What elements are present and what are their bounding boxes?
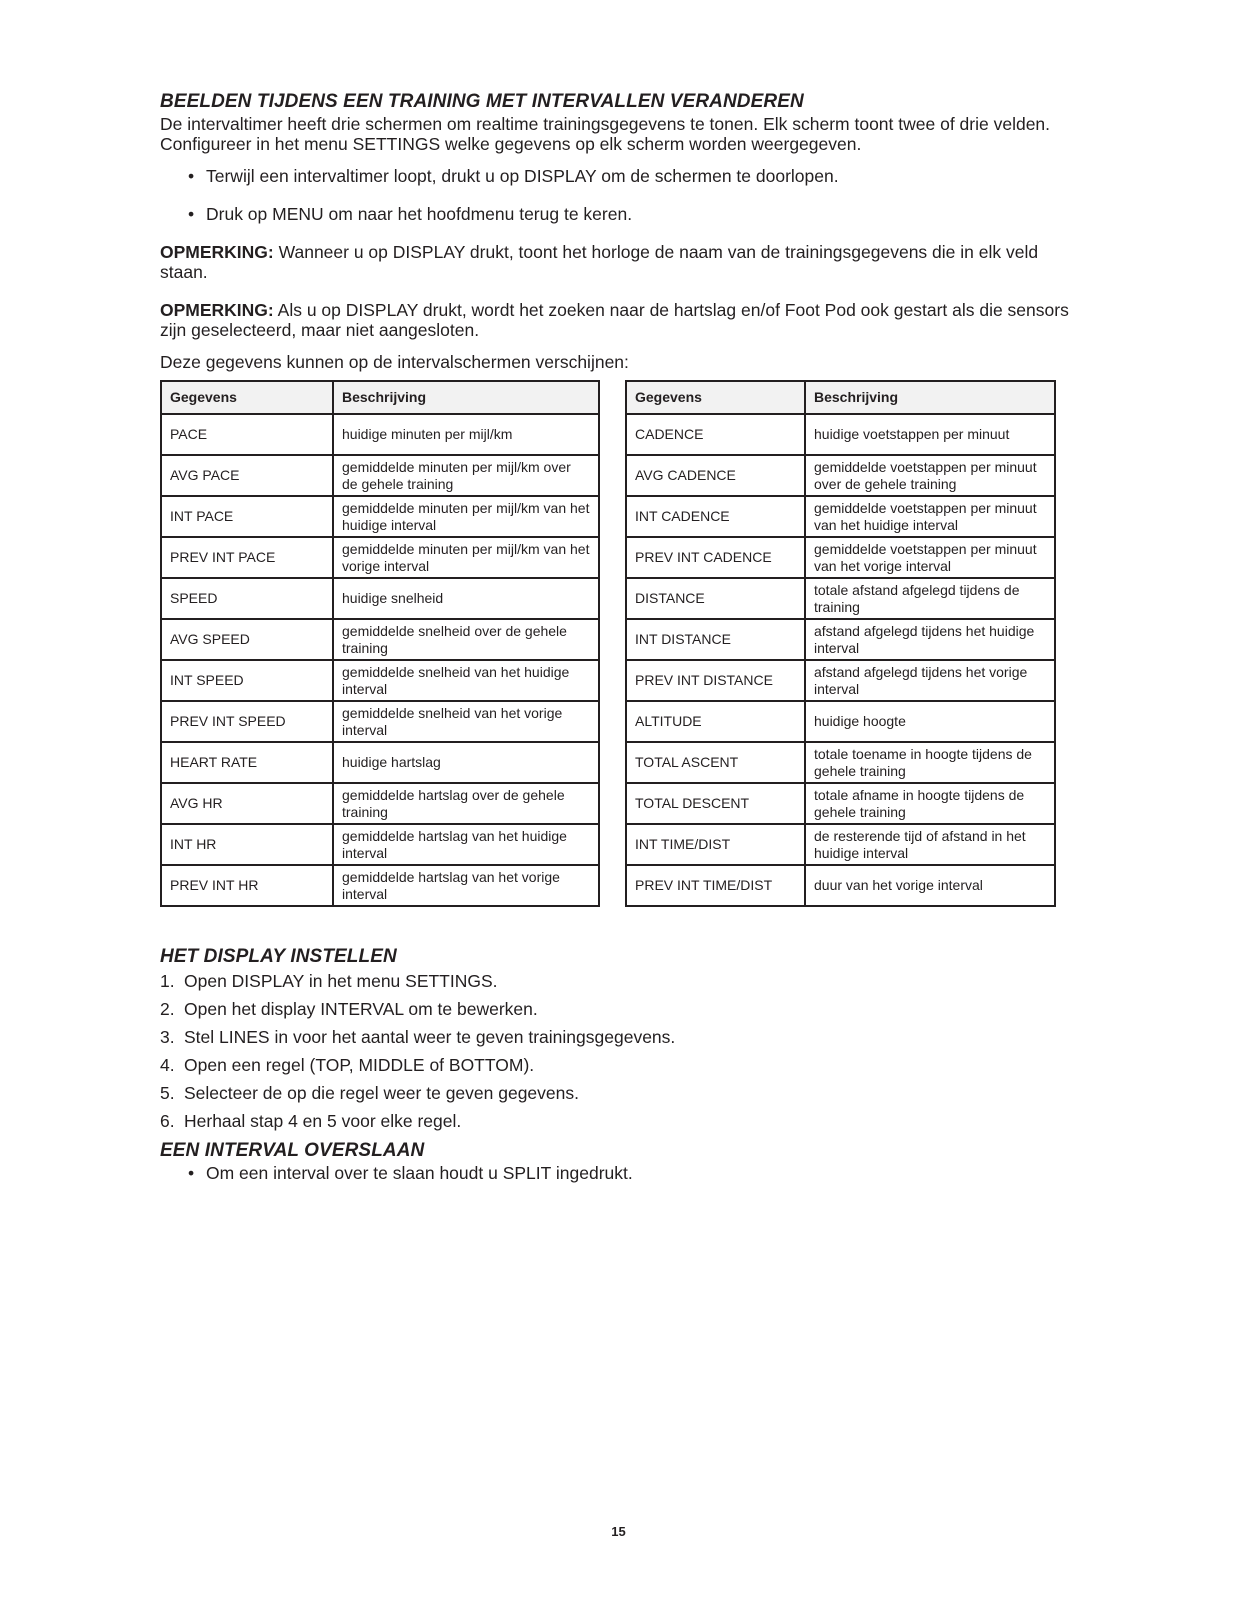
field-description: huidige hartslag [333, 742, 599, 783]
bullet-list-skip [160, 1163, 1075, 1183]
field-description: totale afname in hoogte tijdens de gehele training [805, 783, 1055, 824]
step-text: Selecteer de op die regel weer te geven gegevens. [184, 1083, 579, 1103]
table-row [161, 537, 599, 578]
step-item [160, 971, 1075, 991]
field-description: gemiddelde voetstappen per minuut over de gehele training [805, 455, 1055, 496]
table-row [161, 824, 599, 865]
bullet-text: Druk op MENU om naar het hoofdmenu terug te keren. [206, 204, 633, 224]
field-description: de resterende tijd of afstand in het huidige interval [805, 824, 1055, 865]
table-row [626, 783, 1055, 824]
field-description: gemiddelde hartslag over de gehele training [333, 783, 599, 824]
step-number: 5. [160, 1083, 175, 1103]
step-text: Open DISPLAY in het menu SETTINGS. [184, 971, 498, 991]
bullet-item [188, 166, 1075, 186]
page-number: 15 [611, 1524, 626, 1539]
step-number: 3. [160, 1027, 175, 1047]
data-fields-tables [160, 380, 1075, 925]
table-row [626, 742, 1055, 783]
bullet-icon: • [188, 1163, 195, 1183]
bullet-text: Terwijl een intervaltimer loopt, drukt u op DISPLAY om de schermen te doorlopen. [206, 166, 839, 186]
field-description: totale afstand afgelegd tijdens de training [805, 578, 1055, 619]
section-heading-change-screens: BEELDEN TIJDENS EEN TRAINING MET INTERVALLEN VERANDEREN [160, 91, 804, 112]
table-row [161, 496, 599, 537]
field-description: huidige voetstappen per minuut [805, 414, 1055, 455]
field-description: gemiddelde minuten per mijl/km van het vorige interval [333, 537, 599, 578]
step-item [160, 999, 1075, 1019]
table-row [161, 660, 599, 701]
step-item [160, 1083, 1075, 1103]
note-paragraph-2 [160, 300, 1075, 340]
field-description: afstand afgelegd tijdens het huidige interval [805, 619, 1055, 660]
table-row [161, 865, 599, 906]
step-item [160, 1111, 1075, 1131]
step-number: 4. [160, 1055, 175, 1075]
note-text: Als u op DISPLAY drukt, wordt het zoeken naar de hartslag en/of Foot Pod ook gestart als die sensors zijn geselecteerd, maar niet aangesloten. [160, 300, 1069, 340]
table-row [161, 578, 599, 619]
note-label: OPMERKING: [160, 300, 274, 320]
step-number: 6. [160, 1111, 175, 1131]
table-row [626, 701, 1055, 742]
field-description: duur van het vorige interval [805, 865, 1055, 906]
field-name: AVG CADENCE [626, 455, 805, 496]
table-row [626, 824, 1055, 865]
section-heading-skip-interval: EEN INTERVAL OVERSLAAN [160, 1140, 425, 1161]
field-description: totale toename in hoogte tijdens de gehele training [805, 742, 1055, 783]
field-name: DISTANCE [626, 578, 805, 619]
table-header-row [161, 381, 599, 414]
field-description: gemiddelde voetstappen per minuut van het huidige interval [805, 496, 1055, 537]
field-name: PREV INT SPEED [161, 701, 333, 742]
bullet-list-display [160, 166, 1075, 224]
field-name: INT CADENCE [626, 496, 805, 537]
bullet-text: Om een interval over te slaan houdt u SPLIT ingedrukt. [206, 1163, 633, 1183]
field-name: PREV INT HR [161, 865, 333, 906]
field-name: SPEED [161, 578, 333, 619]
note-label: OPMERKING: [160, 242, 274, 262]
field-name: INT PACE [161, 496, 333, 537]
step-item [160, 1055, 1075, 1075]
field-name: PREV INT DISTANCE [626, 660, 805, 701]
step-text: Herhaal stap 4 en 5 voor elke regel. [184, 1111, 462, 1131]
table-row [161, 783, 599, 824]
field-description: gemiddelde snelheid van het huidige interval [333, 660, 599, 701]
field-name: PACE [161, 414, 333, 455]
field-name: CADENCE [626, 414, 805, 455]
field-name: PREV INT CADENCE [626, 537, 805, 578]
field-name: ALTITUDE [626, 701, 805, 742]
tables-lead-text: Deze gegevens kunnen op de intervalschermen verschijnen: [160, 352, 629, 372]
field-name: AVG HR [161, 783, 333, 824]
field-description: gemiddelde hartslag van het huidige interval [333, 824, 599, 865]
field-description: huidige snelheid [333, 578, 599, 619]
table-row [626, 455, 1055, 496]
table-row [626, 660, 1055, 701]
field-name: AVG PACE [161, 455, 333, 496]
field-name: AVG SPEED [161, 619, 333, 660]
step-text: Open het display INTERVAL om te bewerken. [184, 999, 538, 1019]
field-name: INT TIME/DIST [626, 824, 805, 865]
field-description: huidige minuten per mijl/km [333, 414, 599, 455]
column-header: Beschrijving [805, 381, 1055, 414]
section-heading-display-setup: HET DISPLAY INSTELLEN [160, 946, 397, 967]
field-name: TOTAL DESCENT [626, 783, 805, 824]
note-paragraph-1 [160, 242, 1075, 282]
step-item [160, 1027, 1075, 1047]
field-description: gemiddelde minuten per mijl/km van het huidige interval [333, 496, 599, 537]
field-description: gemiddelde voetstappen per minuut van het vorige interval [805, 537, 1055, 578]
column-header: Gegevens [161, 381, 333, 414]
table-row [161, 414, 599, 455]
bullet-icon: • [188, 204, 195, 224]
field-description: gemiddelde hartslag van het vorige interval [333, 865, 599, 906]
note-text: Wanneer u op DISPLAY drukt, toont het horloge de naam van de trainingsgegevens die in elk veld staan. [160, 242, 1039, 282]
column-header: Beschrijving [333, 381, 599, 414]
table-row [161, 619, 599, 660]
field-name: INT HR [161, 824, 333, 865]
field-name: INT DISTANCE [626, 619, 805, 660]
field-description: afstand afgelegd tijdens het vorige interval [805, 660, 1055, 701]
table-row [626, 496, 1055, 537]
data-fields-table-right [625, 380, 1056, 907]
table-row [626, 578, 1055, 619]
table-row [161, 742, 599, 783]
table-row [626, 537, 1055, 578]
bullet-item [188, 1163, 1075, 1183]
data-fields-table-left [160, 380, 600, 907]
step-number: 2. [160, 999, 175, 1019]
steps-list [160, 971, 1075, 1131]
document-page [160, 90, 1075, 1183]
bullet-icon: • [188, 166, 195, 186]
step-text: Stel LINES in voor het aantal weer te geven trainingsgegevens. [184, 1027, 676, 1047]
intro-paragraph: De intervaltimer heeft drie schermen om realtime trainingsgegevens te tonen. Elk scherm toont twee of drie velden. Configureer in het menu SETTINGS welke gegevens op elk scherm worden weergegeven. [160, 114, 1051, 154]
field-name: TOTAL ASCENT [626, 742, 805, 783]
table-row [161, 455, 599, 496]
bullet-item [188, 204, 1075, 224]
step-number: 1. [160, 971, 175, 991]
field-name: PREV INT TIME/DIST [626, 865, 805, 906]
field-name: INT SPEED [161, 660, 333, 701]
table-row [161, 701, 599, 742]
step-text: Open een regel (TOP, MIDDLE of BOTTOM). [184, 1055, 535, 1075]
field-description: gemiddelde minuten per mijl/km over de gehele training [333, 455, 599, 496]
field-name: PREV INT PACE [161, 537, 333, 578]
table-row [626, 414, 1055, 455]
column-header: Gegevens [626, 381, 805, 414]
field-description: gemiddelde snelheid over de gehele training [333, 619, 599, 660]
table-row [626, 865, 1055, 906]
field-name: HEART RATE [161, 742, 333, 783]
field-description: huidige hoogte [805, 701, 1055, 742]
table-header-row [626, 381, 1055, 414]
field-description: gemiddelde snelheid van het vorige interval [333, 701, 599, 742]
table-row [626, 619, 1055, 660]
